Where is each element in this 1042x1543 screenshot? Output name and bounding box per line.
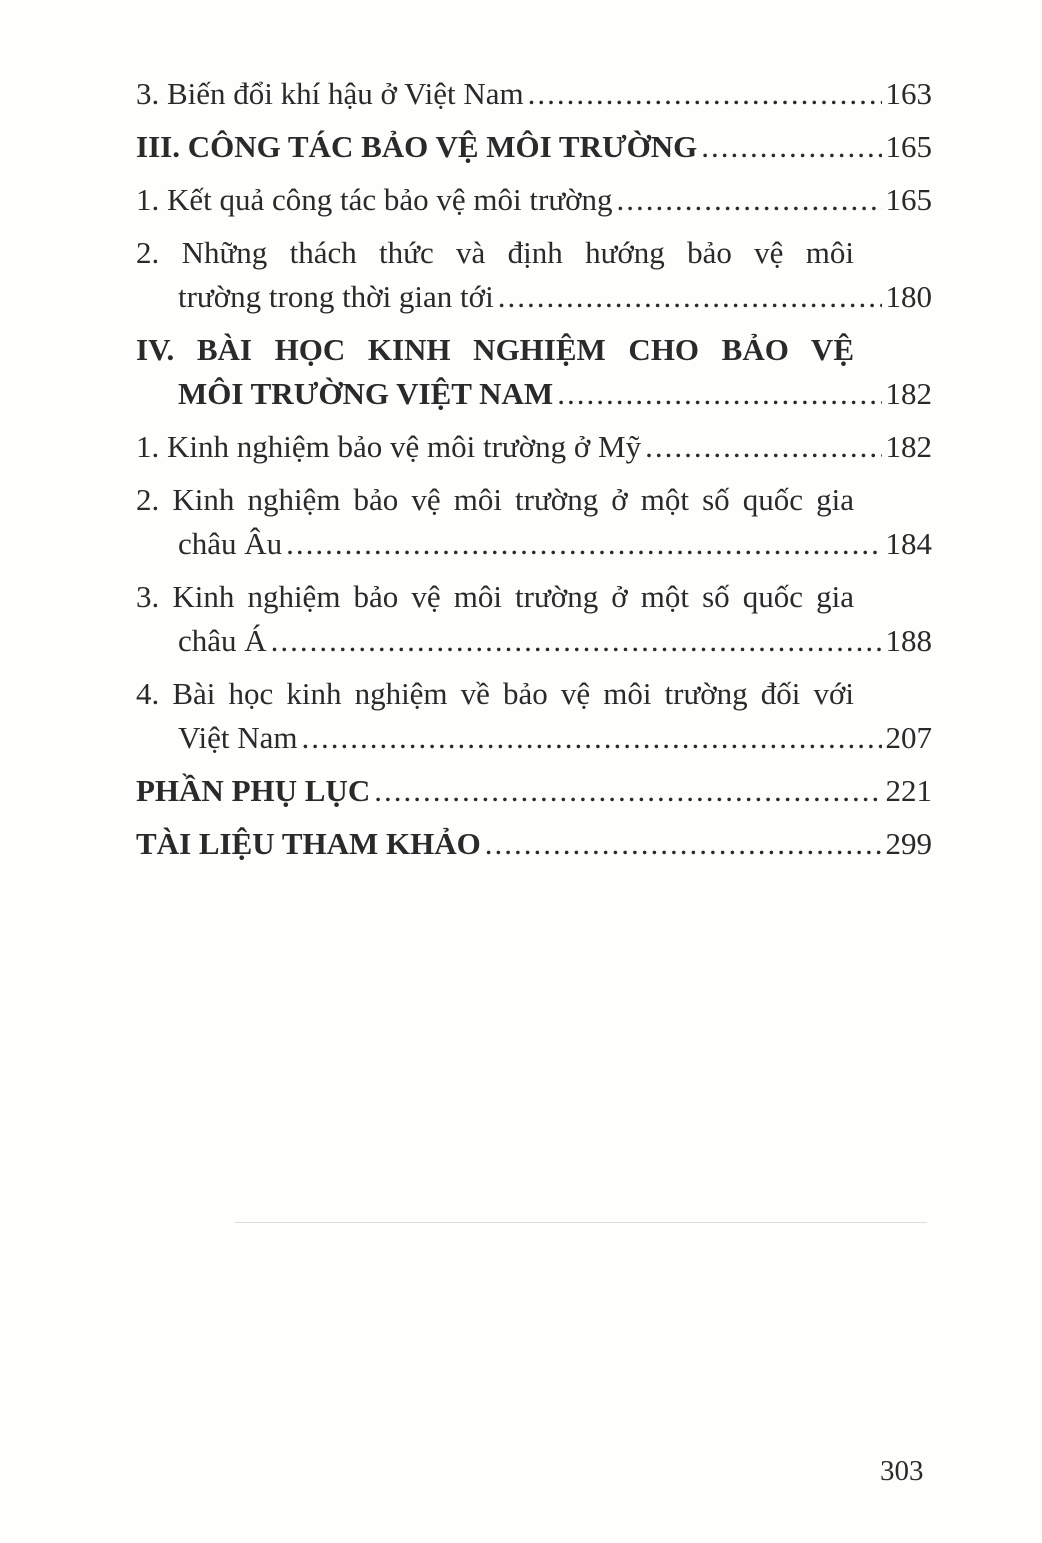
toc-leader-dots [645, 425, 881, 469]
toc-entry-label: 1. Kinh nghiệm bảo vệ môi trường ở Mỹ [136, 429, 642, 464]
toc-entry-last-line [136, 716, 932, 760]
toc-entry-label: trường trong thời gian tới [178, 279, 494, 314]
toc-entry-page: 180 [885, 279, 932, 314]
toc-entry-first-line: IV. BÀI HỌC KINH NGHIỆM CHO BẢO VỆ [136, 332, 854, 367]
toc-entry-page: 188 [885, 623, 932, 658]
toc-entry-page: 207 [885, 720, 932, 755]
toc-entry-label: 1. Kết quả công tác bảo vệ môi trường [136, 182, 613, 217]
toc-entry-first-line: 3. Kinh nghiệm bảo vệ môi trường ở một số quốc gia [136, 579, 854, 614]
toc-entry-page: 165 [885, 129, 932, 164]
toc-entry-label: 3. Biến đổi khí hậu ở Việt Nam [136, 76, 524, 111]
toc-entry [136, 425, 932, 469]
toc-entry-first-line: 4. Bài học kinh nghiệm về bảo vệ môi trường đối với [136, 676, 854, 711]
toc-section-heading [136, 125, 932, 169]
toc-entry-label: PHẦN PHỤ LỤC [136, 773, 371, 808]
toc-entry-last-line [136, 372, 932, 416]
table-of-contents [136, 72, 932, 866]
toc-entry-page: 221 [885, 773, 932, 808]
toc-section-heading [136, 822, 932, 866]
toc-entry [136, 231, 932, 319]
toc-leader-dots [557, 372, 881, 416]
toc-entry-page: 165 [885, 182, 932, 217]
toc-entry-last-line [136, 275, 932, 319]
toc-entry-label: MÔI TRƯỜNG VIỆT NAM [178, 376, 554, 411]
toc-leader-dots [528, 72, 882, 116]
toc-entry-label: châu Á [178, 623, 267, 658]
toc-entry-label: châu Âu [178, 526, 283, 561]
toc-entry-first-line: 2. Kinh nghiệm bảo vệ môi trường ở một số quốc gia [136, 482, 854, 517]
toc-entry [136, 575, 932, 663]
toc-entry-last-line [136, 619, 932, 663]
toc-leader-dots [286, 522, 881, 566]
toc-entry [136, 72, 932, 116]
toc-entry [136, 672, 932, 760]
toc-entry [136, 478, 932, 566]
toc-leader-dots [617, 178, 882, 222]
toc-entry-page: 184 [885, 526, 932, 561]
toc-entry-first-line: 2. Những thách thức và định hướng bảo vệ môi [136, 235, 854, 270]
show-through-rule [235, 1222, 927, 1223]
toc-section-heading [136, 328, 932, 416]
toc-entry-label: Việt Nam [178, 720, 298, 755]
toc-leader-dots [701, 125, 881, 169]
toc-entry-label: III. CÔNG TÁC BẢO VỆ MÔI TRƯỜNG [136, 129, 698, 164]
toc-entry [136, 178, 932, 222]
toc-leader-dots [498, 275, 882, 319]
toc-entry-label: TÀI LIỆU THAM KHẢO [136, 826, 481, 861]
page-number: 303 [880, 1455, 924, 1487]
toc-entry-page: 299 [885, 826, 932, 861]
toc-entry-page: 163 [885, 76, 932, 111]
toc-leader-dots [302, 716, 882, 760]
toc-leader-dots [374, 769, 881, 813]
toc-entry-page: 182 [885, 376, 932, 411]
toc-entry-last-line [136, 522, 932, 566]
toc-section-heading [136, 769, 932, 813]
toc-leader-dots [485, 822, 882, 866]
toc-entry-page: 182 [885, 429, 932, 464]
toc-leader-dots [271, 619, 882, 663]
